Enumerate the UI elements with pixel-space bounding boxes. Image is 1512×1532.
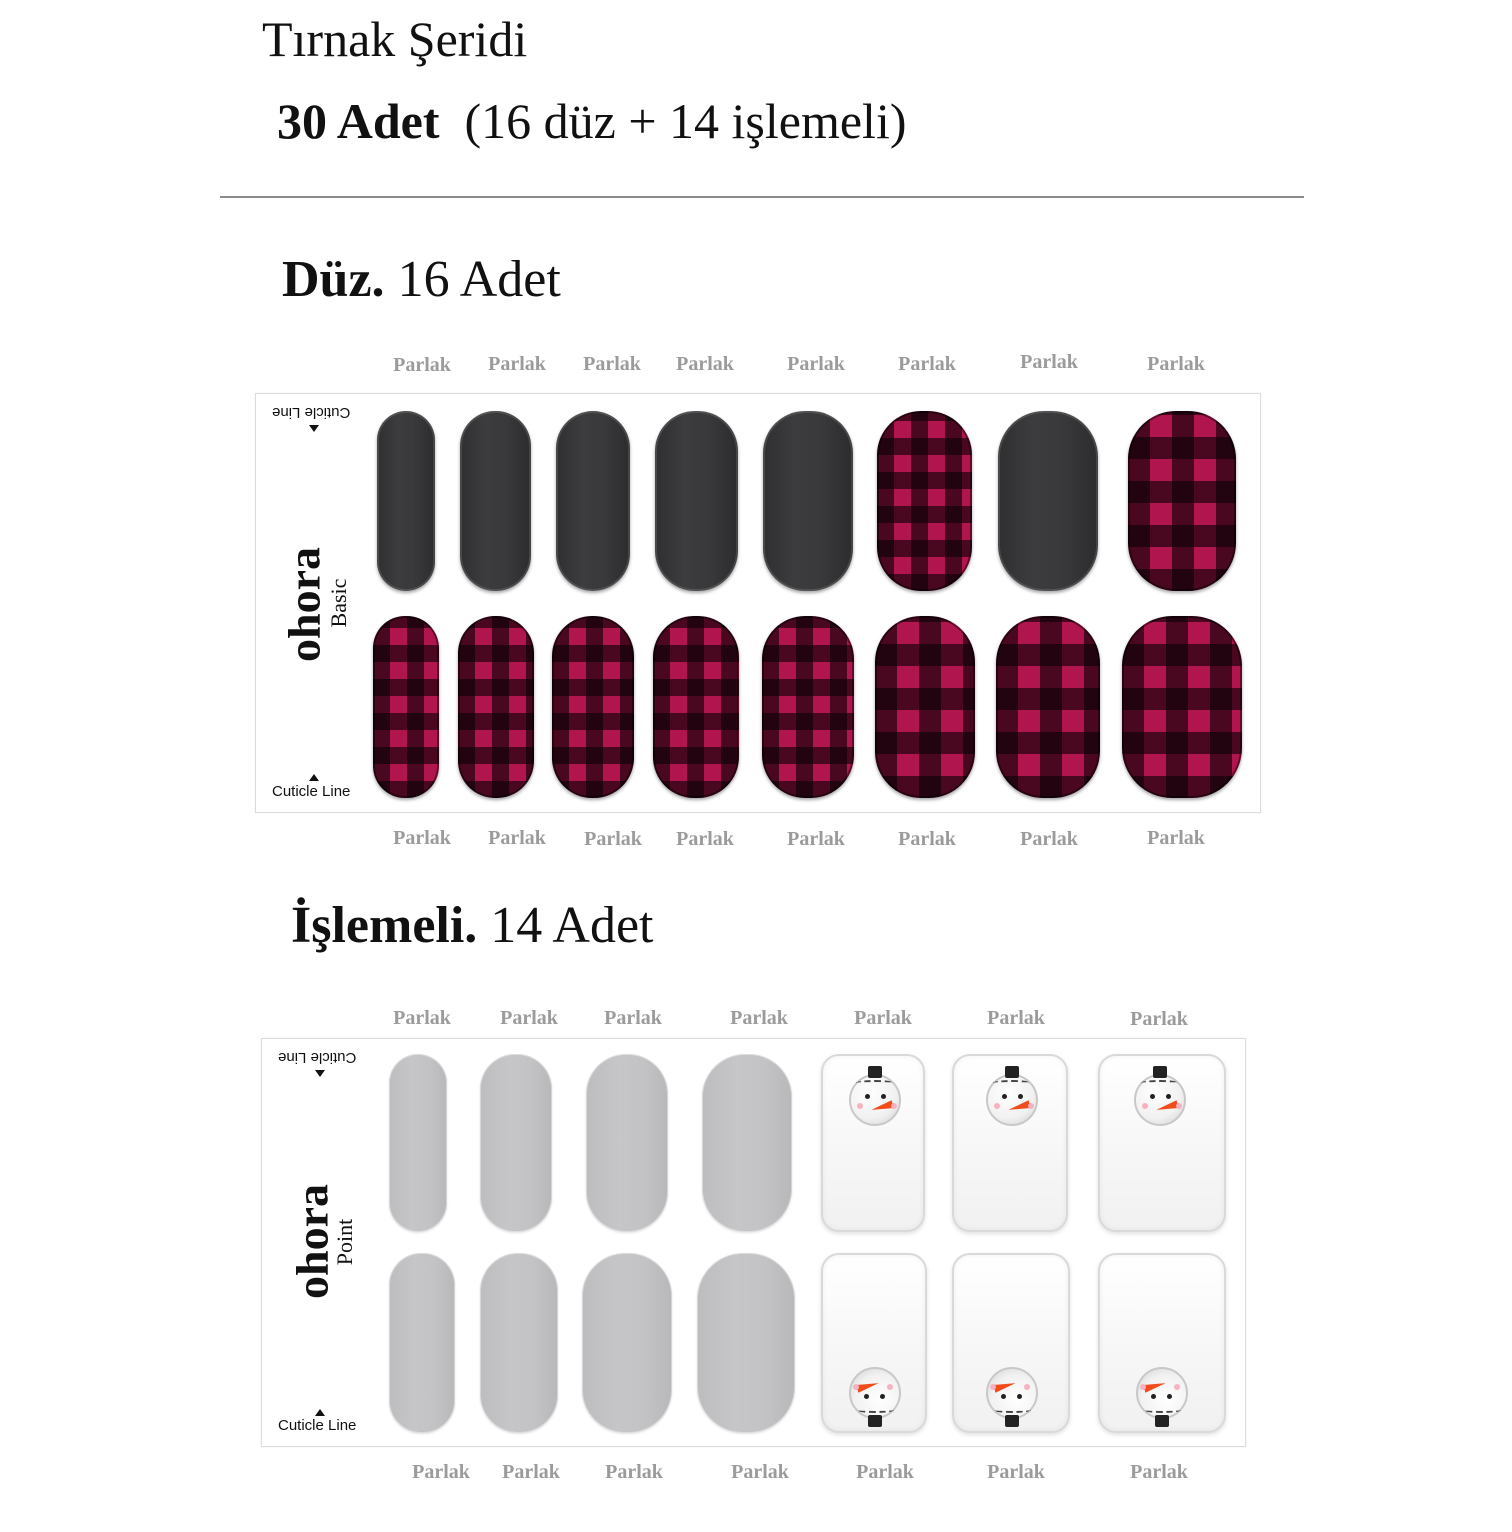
basic-heading-label: Düz. bbox=[282, 251, 385, 308]
nail-sticker-grey bbox=[389, 1253, 455, 1433]
piece-count-total: 30 Adet bbox=[277, 93, 440, 149]
finish-label: Parlak bbox=[605, 1461, 663, 1483]
nail-sticker-solid bbox=[655, 411, 738, 591]
product-line-label: Basic bbox=[326, 578, 351, 628]
finish-label: Parlak bbox=[393, 827, 451, 849]
basic-nail-sheet bbox=[255, 393, 1261, 813]
nail-sticker-grey bbox=[582, 1253, 672, 1433]
nail-sticker-plaid bbox=[877, 411, 972, 591]
finish-label: Parlak bbox=[787, 353, 845, 375]
nail-sticker-snowman bbox=[1098, 1054, 1226, 1232]
nail-sticker-grey bbox=[480, 1253, 558, 1433]
snowman-icon bbox=[986, 1367, 1038, 1419]
nail-sticker-plaid bbox=[1122, 616, 1242, 798]
nail-sticker-grey bbox=[586, 1054, 668, 1232]
snowman-icon bbox=[986, 1074, 1038, 1126]
nail-sticker-snowman bbox=[952, 1253, 1070, 1433]
basic-section-heading bbox=[282, 250, 561, 309]
nail-sticker-plaid bbox=[458, 616, 534, 798]
nail-sticker-snowman bbox=[952, 1054, 1068, 1232]
finish-label: Parlak bbox=[730, 1007, 788, 1029]
finish-label: Parlak bbox=[1147, 827, 1205, 849]
nail-sticker-plaid bbox=[875, 616, 975, 798]
finish-label: Parlak bbox=[488, 827, 546, 849]
basic-heading-count: 16 Adet bbox=[397, 251, 561, 308]
finish-label: Parlak bbox=[604, 1007, 662, 1029]
nail-sticker-solid bbox=[460, 411, 531, 591]
cuticle-line-label-top: Cuticle Line bbox=[272, 404, 351, 421]
nail-sticker-solid bbox=[556, 411, 630, 591]
finish-label: Parlak bbox=[584, 828, 642, 850]
finish-label: Parlak bbox=[500, 1007, 558, 1029]
piece-count-detail: (16 düz + 14 işlemeli) bbox=[464, 93, 907, 149]
cuticle-arrow-icon bbox=[309, 425, 319, 432]
finish-label: Parlak bbox=[856, 1461, 914, 1483]
nail-sticker-plaid bbox=[1128, 411, 1236, 591]
nail-sticker-snowman bbox=[821, 1054, 925, 1232]
cuticle-arrow-icon bbox=[309, 774, 319, 781]
nail-sticker-solid bbox=[763, 411, 853, 591]
piece-count bbox=[277, 92, 907, 150]
nail-sticker-plaid bbox=[653, 616, 739, 798]
finish-label: Parlak bbox=[502, 1461, 560, 1483]
cuticle-arrow-icon bbox=[315, 1409, 325, 1416]
finish-label: Parlak bbox=[676, 353, 734, 375]
finish-label: Parlak bbox=[987, 1461, 1045, 1483]
page-title: Tırnak Şeridi bbox=[262, 11, 528, 67]
nail-sticker-snowman bbox=[821, 1253, 927, 1433]
point-section-heading bbox=[291, 896, 654, 955]
finish-label: Parlak bbox=[1020, 828, 1078, 850]
snowman-icon bbox=[1136, 1367, 1188, 1419]
nail-sticker-solid bbox=[377, 411, 435, 591]
brand-logo: ohora bbox=[278, 547, 330, 662]
finish-label: Parlak bbox=[898, 353, 956, 375]
snowman-icon bbox=[849, 1074, 901, 1126]
nail-sticker-grey bbox=[389, 1054, 447, 1232]
point-heading-count: 14 Adet bbox=[490, 897, 654, 954]
finish-label: Parlak bbox=[987, 1007, 1045, 1029]
finish-label: Parlak bbox=[393, 354, 451, 376]
finish-label: Parlak bbox=[898, 828, 956, 850]
point-heading-label: İşlemeli. bbox=[291, 897, 478, 954]
cuticle-line-label-bottom: Cuticle Line bbox=[278, 1417, 357, 1434]
snowman-icon bbox=[1134, 1074, 1186, 1126]
finish-label: Parlak bbox=[787, 828, 845, 850]
nail-sticker-snowman bbox=[1098, 1253, 1226, 1433]
snowman-icon bbox=[849, 1367, 901, 1419]
finish-label: Parlak bbox=[488, 353, 546, 375]
finish-label: Parlak bbox=[1147, 353, 1205, 375]
nail-sticker-plaid bbox=[996, 616, 1100, 798]
brand-logo: ohora bbox=[286, 1184, 338, 1299]
cuticle-arrow-icon bbox=[315, 1070, 325, 1077]
cuticle-line-label-bottom: Cuticle Line bbox=[272, 783, 351, 800]
finish-label: Parlak bbox=[676, 828, 734, 850]
nail-sticker-plaid bbox=[762, 616, 854, 798]
finish-label: Parlak bbox=[412, 1461, 470, 1483]
nail-sticker-grey bbox=[702, 1054, 792, 1232]
nail-sticker-plaid bbox=[373, 616, 439, 798]
finish-label: Parlak bbox=[583, 353, 641, 375]
nail-sticker-plaid bbox=[552, 616, 634, 798]
finish-label: Parlak bbox=[1130, 1008, 1188, 1030]
finish-label: Parlak bbox=[854, 1007, 912, 1029]
finish-label: Parlak bbox=[1130, 1461, 1188, 1483]
product-line-label: Point bbox=[332, 1218, 357, 1266]
nail-sticker-grey bbox=[480, 1054, 552, 1232]
nail-sticker-solid bbox=[998, 411, 1098, 591]
cuticle-line-label-top: Cuticle Line bbox=[278, 1049, 357, 1066]
finish-label: Parlak bbox=[1020, 351, 1078, 373]
point-nail-sheet bbox=[261, 1038, 1246, 1447]
nail-sticker-grey bbox=[697, 1253, 795, 1433]
finish-label: Parlak bbox=[731, 1461, 789, 1483]
finish-label: Parlak bbox=[393, 1007, 451, 1029]
divider bbox=[220, 196, 1304, 198]
